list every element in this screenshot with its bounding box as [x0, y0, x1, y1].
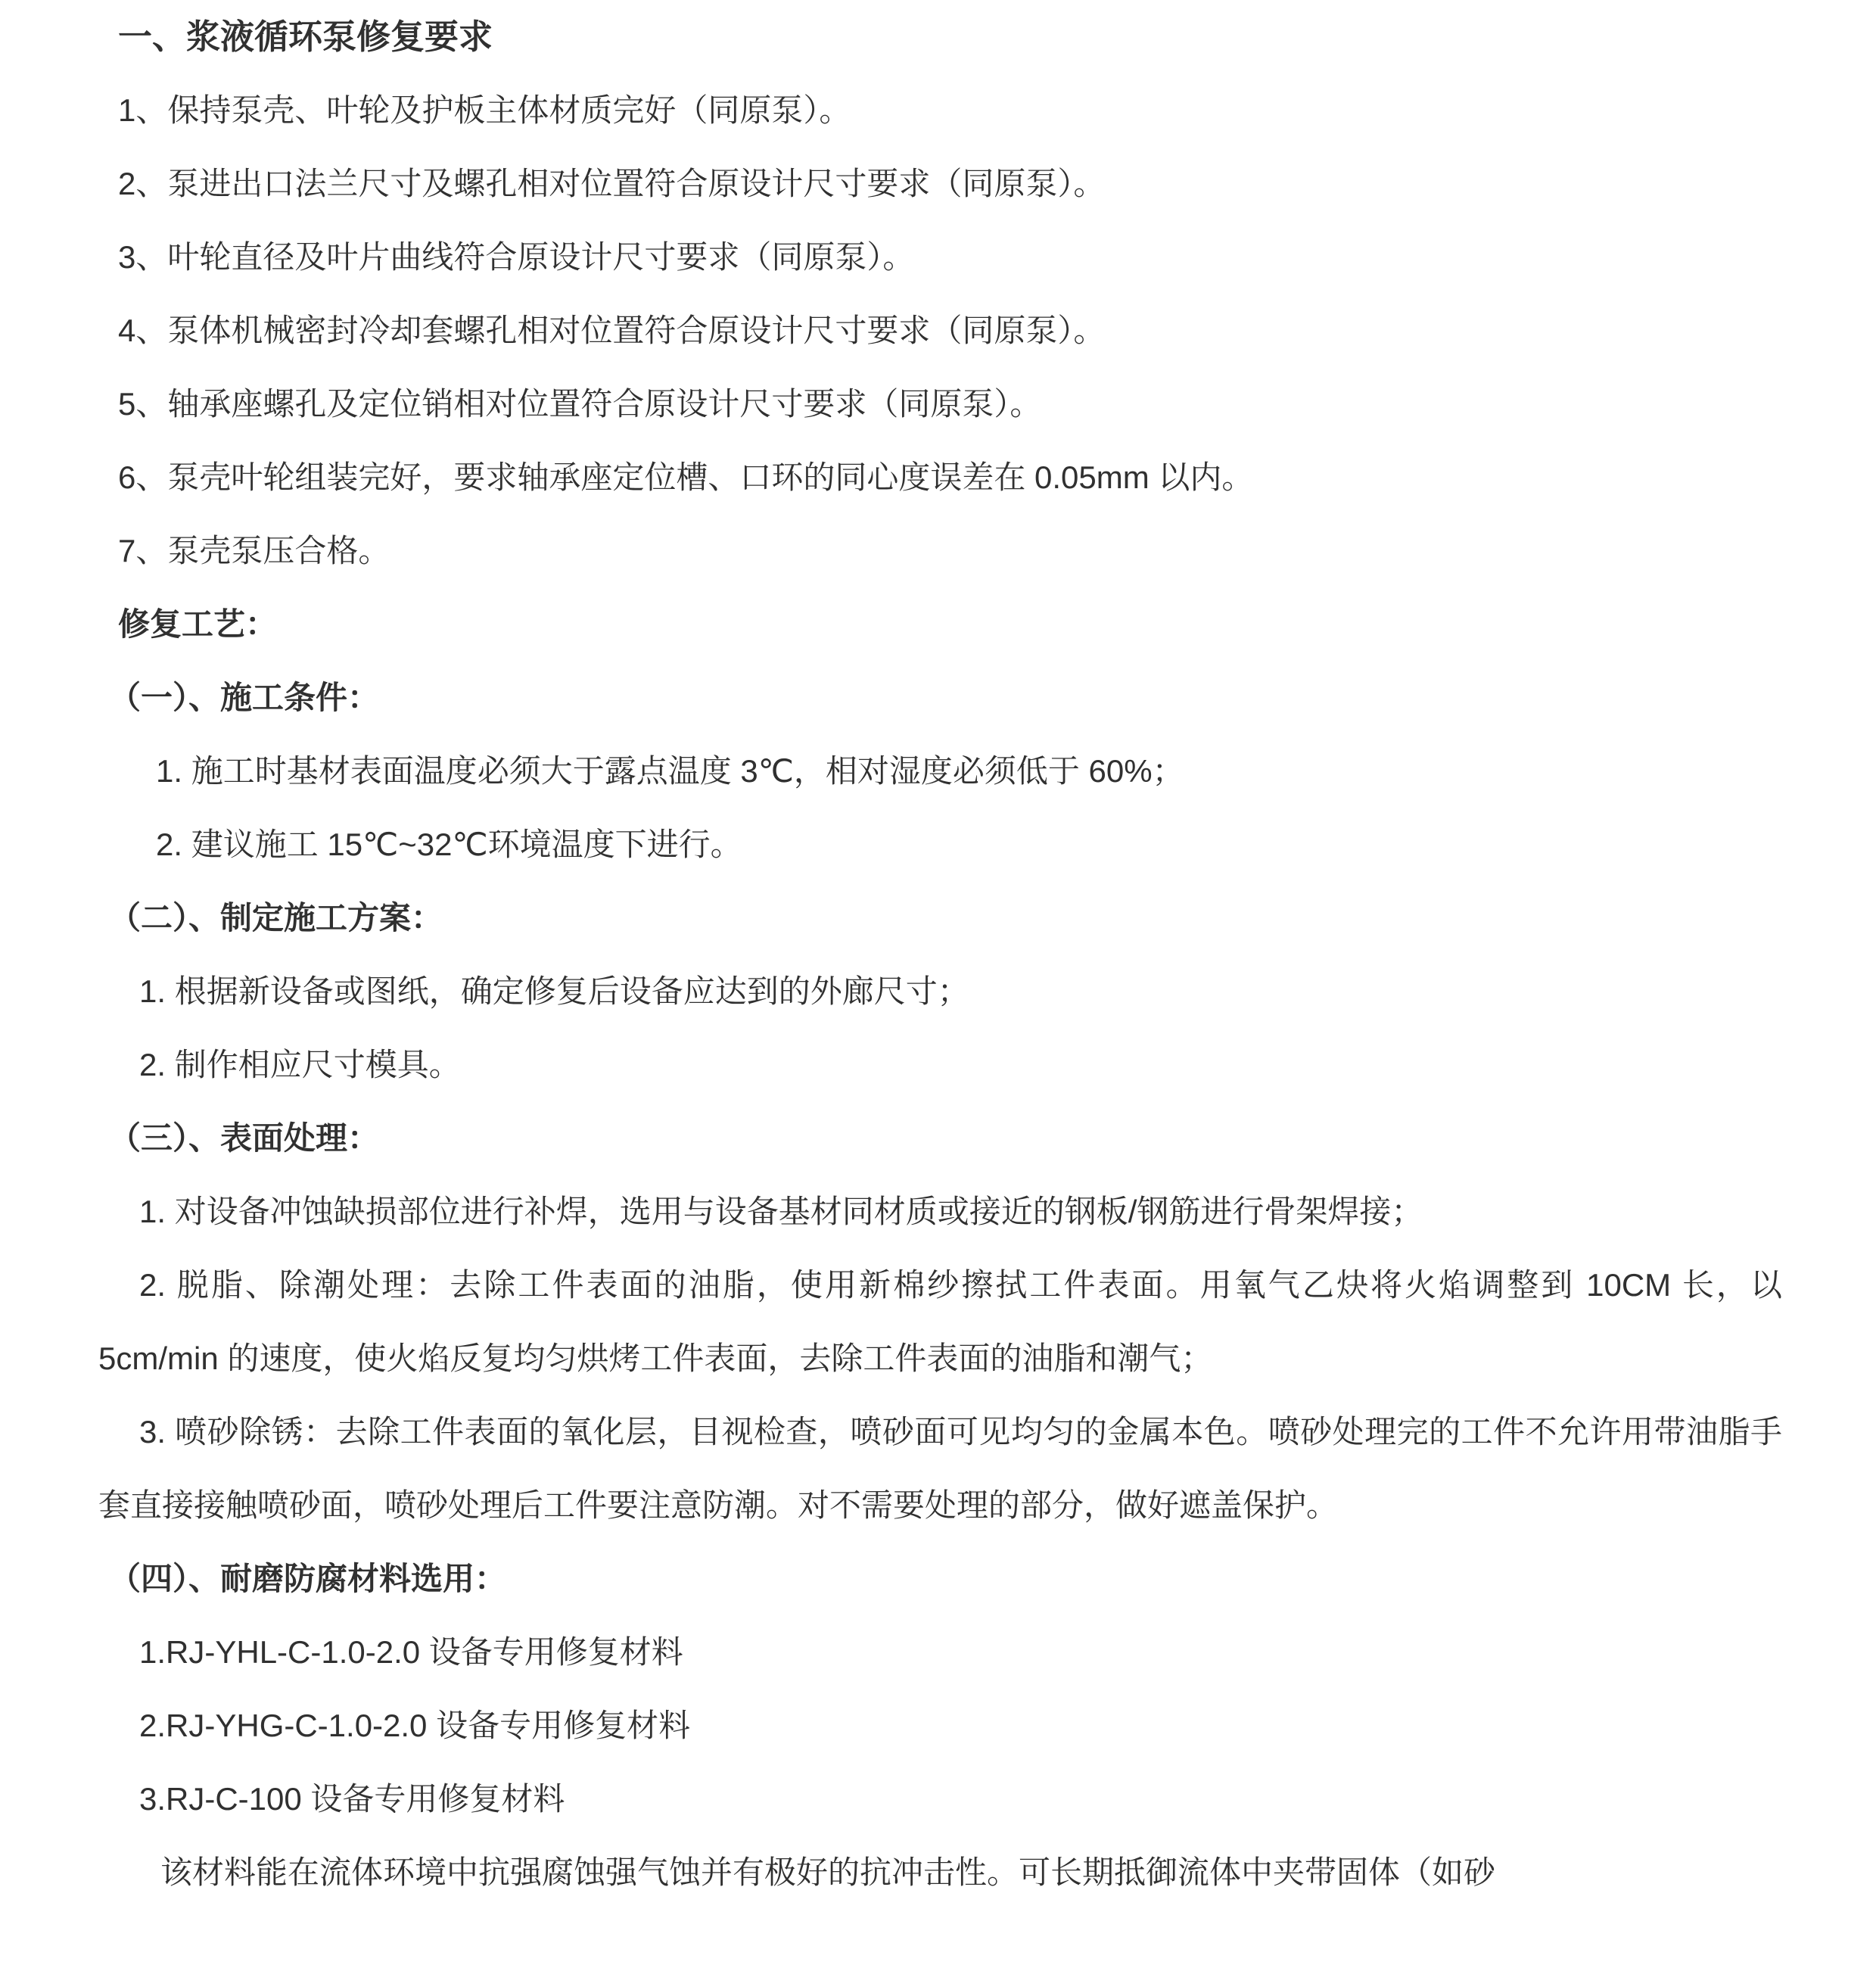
surface-step-2: 2. 脱脂、除潮处理：去除工件表面的油脂，使用新棉纱擦拭工件表面。用氧气乙炔将火焰调整到 10CM 长，以 5cm/min 的速度，使火焰反复均匀烘烤工件表面，去除工件表面的油脂和潮气；: [98, 1267, 1782, 1376]
req-item-1: 1、保持泵壳、叶轮及护板主体材质完好（同原泵）。: [118, 92, 851, 128]
material-item-1: 1.RJ-YHL-C-1.0-2.0 设备专用修复材料: [139, 1634, 683, 1670]
surface-step-1: 1. 对设备冲蚀缺损部位进行补焊，选用与设备基材同材质或接近的钢板/钢筋进行骨架焊接；: [139, 1194, 1423, 1229]
section-3-heading: （三）、表面处理：: [109, 1120, 380, 1156]
material-item-2: 2.RJ-YHG-C-1.0-2.0 设备专用修复材料: [139, 1708, 691, 1743]
surface-step-3: 3. 喷砂除锈：去除工件表面的氧化层，目视检查，喷砂面可见均匀的金属本色。喷砂处理完的工件不允许用带油脂手套直接接触喷砂面，喷砂处理后工件要注意防潮。对不需要处理的部分，做好遮盖保护。: [98, 1414, 1782, 1523]
material-description: 该材料能在流体环境中抗强腐蚀强气蚀并有极好的抗冲击性。可长期抵御流体中夹带固体（如砂: [160, 1854, 1496, 1890]
req-item-4: 4、泵体机械密封冷却套螺孔相对位置符合原设计尺寸要求（同原泵）。: [118, 313, 1106, 348]
document-body: [98, 0, 1782, 1909]
req-item-6: 6、泵壳叶轮组装完好，要求轴承座定位槽、口环的同心度误差在 0.05mm 以内。: [118, 459, 1254, 495]
material-item-3: 3.RJ-C-100 设备专用修复材料: [139, 1781, 565, 1817]
plan-step-1: 1. 根据新设备或图纸，确定修复后设备应达到的外廊尺寸；: [139, 973, 969, 1009]
req-item-7: 7、泵壳泵压合格。: [118, 533, 390, 568]
construction-condition-1: 1. 施工时基材表面温度必须大于露点温度 3℃，相对湿度必须低于 60%；: [156, 753, 1184, 789]
repair-process-heading: 修复工艺：: [118, 606, 278, 642]
req-item-2: 2、泵进出口法兰尺寸及螺孔相对位置符合原设计尺寸要求（同原泵）。: [118, 166, 1106, 201]
section-1-heading: （一）、施工条件：: [109, 680, 380, 715]
plan-step-2: 2. 制作相应尺寸模具。: [139, 1047, 461, 1082]
construction-condition-2: 2. 建议施工 15℃~32℃环境温度下进行。: [156, 827, 742, 862]
section-2-heading: （二）、制定施工方案：: [109, 900, 443, 936]
req-item-3: 3、叶轮直径及叶片曲线符合原设计尺寸要求（同原泵）。: [118, 239, 915, 275]
req-item-5: 5、轴承座螺孔及定位销相对位置符合原设计尺寸要求（同原泵）。: [118, 386, 1042, 422]
doc-title: 一、浆液循环泵修复要求: [118, 17, 493, 56]
section-4-heading: （四）、耐磨防腐材料选用：: [109, 1561, 507, 1596]
